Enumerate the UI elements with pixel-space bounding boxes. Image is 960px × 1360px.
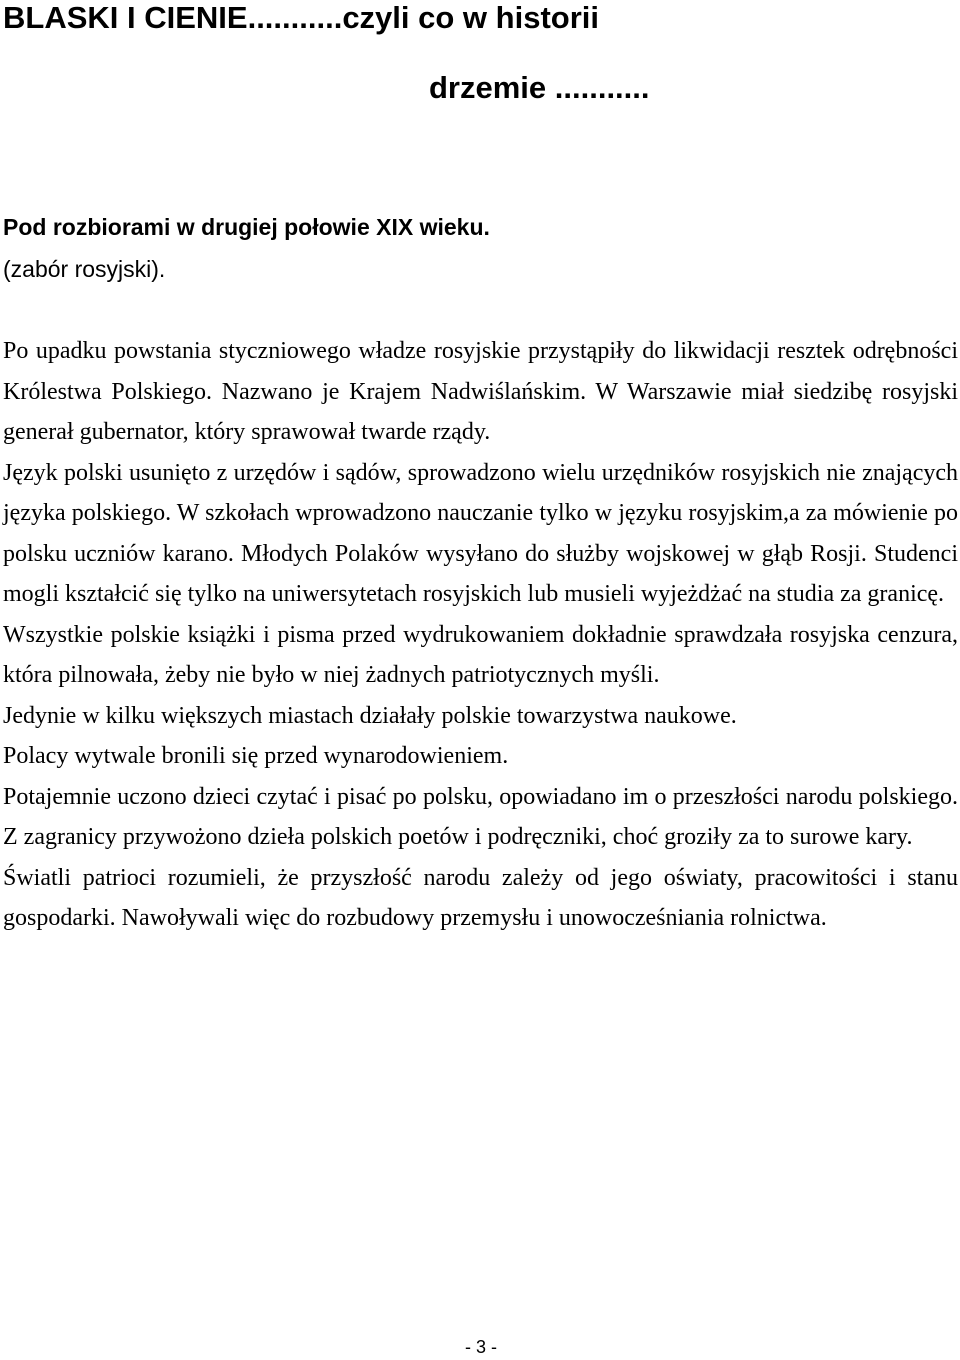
paragraph: Po upadku powstania styczniowego władze rosyjskie przystąpiły do likwidacji resztek odrębności Królestwa Polskiego. Nazwano je Krajem Nadwiślańskim. W Warszawie miał siedzibę rosyjski generał gubernator, który sprawował twarde rządy. — [3, 338, 958, 445]
section-heading: Pod rozbiorami w drugiej połowie XIX wieku. — [3, 214, 490, 240]
paragraph: Światli patrioci rozumieli, że przyszłość narodu zależy od jego oświaty, pracowitości i stanu gospodarki. Nawoływali więc do rozbudowy przemysłu i unowocześniania rolnictwa. — [3, 864, 958, 931]
paragraph: Polacy wytwale bronili się przed wynarodowieniem. — [3, 743, 509, 769]
paragraph: Jedynie w kilku większych miastach działały polskie towarzystwa naukowe. — [3, 702, 737, 729]
page-number — [0, 1336, 960, 1358]
paragraph: Język polski usunięto z urzędów i sądów, sprowadzono wielu urzędników rosyjskich nie znających języka polskiego. W szkołach wprowadzono nauczanie tylko w języku rosyjskim,a za mówienie po polsku uczniów karano. Młodych Polaków wysyłano do służby wojskowej w głąb Rosji. Studenci mogli kształcić się tylko na uniwersytetach rosyjskich lub musieli wyjeżdżać na studia za granicę. — [3, 459, 958, 607]
document-body — [3, 331, 958, 939]
paragraph: Potajemnie uczono dzieci czytać i pisać po polsku, opowiadano im o przeszłości narodu polskiego. Z zagranicy przywożono dzieła polskich poetów i podręczniki, choć groziły za to surowe kary. — [3, 783, 958, 850]
page-number-text: - 3 - — [464, 1337, 497, 1357]
section-heading-note: (zabór rosyjski). — [3, 256, 166, 282]
paragraph: Wszystkie polskie książki i pisma przed wydrukowaniem dokładnie sprawdzała rosyjska cenzura, która pilnowała, żeby nie było w niej żadnych patriotycznych myśli. — [3, 621, 958, 688]
document-title-continuation: drzemie ........... — [429, 70, 650, 105]
document-title: BLASKI I CIENIE...........czyli co w historii — [3, 0, 599, 35]
